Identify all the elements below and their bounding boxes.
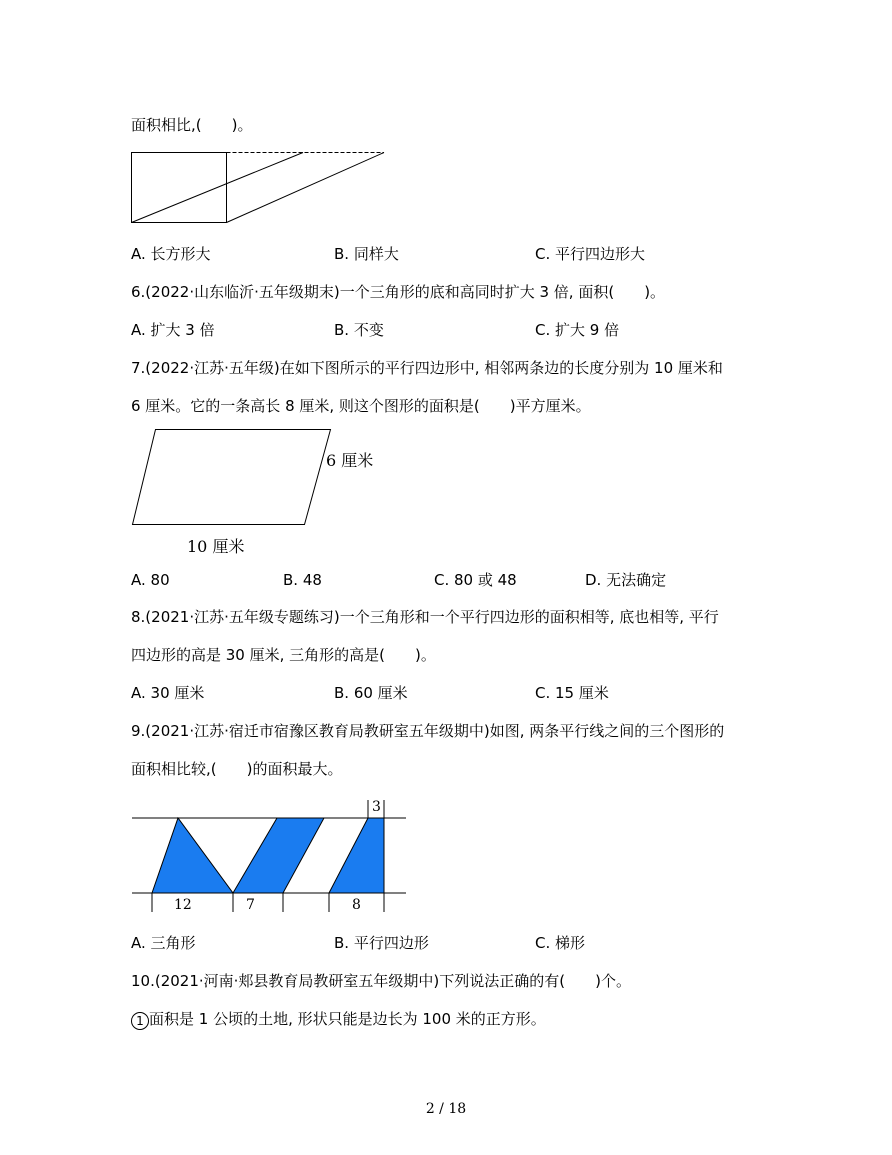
q5-rectangle bbox=[132, 153, 227, 223]
q9-label-3: 3 bbox=[372, 799, 381, 815]
q5-tail-text: 面积相比,( )。 bbox=[131, 116, 253, 134]
q7-text-line1: 7.(2022·江苏·五年级)在如下图所示的平行四边形中, 相邻两条边的长度分别为 10 厘米和 bbox=[131, 359, 723, 377]
q9-triangle bbox=[152, 818, 233, 893]
q9-option-a: A. 三角形 bbox=[131, 934, 196, 952]
q8-option-a: A. 30 厘米 bbox=[131, 684, 205, 702]
circled-number-marker: 1 bbox=[131, 1012, 149, 1030]
q10-text: 10.(2021·河南·郏县教育局教研室五年级期中)下列说法正确的有( )个。 bbox=[131, 972, 631, 990]
q8-text-line1: 8.(2021·江苏·五年级专题练习)一个三角形和一个平行四边形的面积相等, 底也相等, 平行 bbox=[131, 608, 719, 626]
q6-option-c: C. 扩大 9 倍 bbox=[535, 321, 620, 339]
q5-figure bbox=[128, 148, 390, 228]
q9-figure bbox=[130, 796, 412, 918]
q9-text-line2: 面积相比较,( )的面积最大。 bbox=[131, 760, 343, 778]
q6-option-b: B. 不变 bbox=[334, 321, 384, 339]
q5-option-a: A. 长方形大 bbox=[131, 245, 211, 263]
q5-option-c: C. 平行四边形大 bbox=[535, 245, 646, 263]
q9-label-7: 7 bbox=[246, 897, 255, 913]
q9-parallelogram bbox=[233, 818, 324, 893]
q7-option-c: C. 80 或 48 bbox=[434, 571, 517, 589]
q10-item1 bbox=[131, 1009, 546, 1030]
q8-text-line2: 四边形的高是 30 厘米, 三角形的高是( )。 bbox=[131, 646, 436, 664]
q7-option-a: A. 80 bbox=[131, 571, 170, 589]
q5-parallelogram-diagonal bbox=[132, 153, 304, 223]
q9-trapezoid bbox=[329, 818, 384, 893]
q6-option-a: A. 扩大 3 倍 bbox=[131, 321, 215, 339]
q9-option-b: B. 平行四边形 bbox=[334, 934, 429, 952]
q8-option-b: B. 60 厘米 bbox=[334, 684, 408, 702]
q7-text-line2: 6 厘米。它的一条高长 8 厘米, 则这个图形的面积是( )平方厘米。 bbox=[131, 397, 591, 415]
q7-side-label: 6 厘米 bbox=[326, 451, 374, 470]
q7-figure bbox=[128, 425, 388, 560]
q9-label-8: 8 bbox=[352, 897, 361, 913]
q6-text: 6.(2022·山东临沂·五年级期末)一个三角形的底和高同时扩大 3 倍, 面积( )。 bbox=[131, 283, 666, 301]
q10-item1-text: 面积是 1 公顷的土地, 形状只能是边长为 100 米的正方形。 bbox=[149, 1010, 546, 1028]
q7-option-b: B. 48 bbox=[283, 571, 322, 589]
q5-parallelogram-slant bbox=[227, 153, 385, 223]
q7-parallelogram bbox=[133, 430, 331, 525]
q7-base-label: 10 厘米 bbox=[187, 537, 245, 556]
q7-option-d: D. 无法确定 bbox=[585, 571, 667, 589]
q9-option-c: C. 梯形 bbox=[535, 934, 586, 952]
page-number: 2 / 18 bbox=[425, 1101, 467, 1117]
q8-option-c: C. 15 厘米 bbox=[535, 684, 609, 702]
q5-option-b: B. 同样大 bbox=[334, 245, 399, 263]
q9-label-12: 12 bbox=[174, 897, 192, 913]
q9-text-line1: 9.(2021·江苏·宿迁市宿豫区教育局教研室五年级期中)如图, 两条平行线之间的三个图形的 bbox=[131, 722, 725, 740]
